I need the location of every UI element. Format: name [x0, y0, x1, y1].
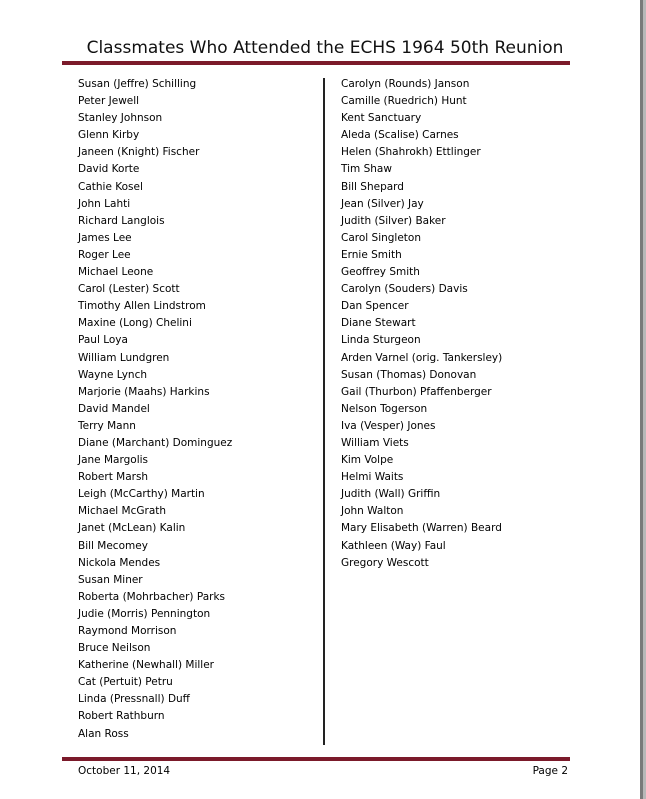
classmate-name: Janeen (Knight) Fischer: [78, 146, 200, 159]
classmate-name: Roberta (Mohrbacher) Parks: [78, 590, 226, 603]
classmate-name: Timothy Allen Lindstrom: [78, 300, 206, 313]
classmate-name: Cat (Pertuit) Petru: [78, 676, 173, 689]
classmate-name: Katherine (Newhall) Miller: [78, 659, 214, 672]
classmate-name: Carolyn (Rounds) Janson: [341, 78, 470, 90]
classmate-name: Gail (Thurbon) Pfaffenberger: [341, 385, 492, 398]
classmate-name: Susan (Thomas) Donovan: [341, 368, 477, 381]
classmate-name: David Korte: [78, 163, 140, 176]
classmate-name: Marjorie (Maahs) Harkins: [78, 385, 210, 398]
classmate-name: Peter Jewell: [78, 95, 140, 108]
classmate-name: Arden Varnel (orig. Tankersley): [341, 351, 503, 364]
classmate-name: Diane Stewart: [341, 317, 416, 330]
footer-date: October 11, 2014: [78, 765, 171, 777]
classmate-name: Dan Spencer: [341, 300, 409, 313]
classmate-name: Michael McGrath: [78, 505, 167, 518]
classmate-name: John Walton: [341, 505, 404, 518]
classmate-name: Bill Mecomey: [78, 539, 148, 552]
classmate-name: Robert Rathburn: [78, 710, 165, 723]
classmate-name: Raymond Morrison: [78, 625, 177, 637]
classmate-name: Iva (Vesper) Jones: [341, 419, 436, 432]
classmate-name: Diane (Marchant) Dominguez: [78, 436, 233, 449]
classmate-name: Susan Miner: [78, 573, 143, 586]
classmate-name: Judith (Silver) Baker: [341, 214, 446, 227]
classmate-name: Susan (Jeffre) Schilling: [78, 78, 197, 90]
classmate-name: Kim Volpe: [341, 454, 394, 467]
classmate-name: Leigh (McCarthy) Martin: [78, 488, 205, 501]
classmate-name: Linda (Pressnall) Duff: [78, 693, 190, 706]
classmate-name: Stanley Johnson: [78, 112, 163, 125]
classmate-name: Jean (Silver) Jay: [341, 197, 424, 210]
classmate-name: Kathleen (Way) Faul: [341, 539, 446, 552]
classmate-name: David Mandel: [78, 402, 150, 415]
classmate-name: Alan Ross: [78, 727, 129, 740]
classmate-name: Bill Shepard: [341, 180, 404, 193]
classmate-name: Carolyn (Souders) Davis: [341, 283, 468, 296]
classmate-name: Janet (McLean) Kalin: [78, 522, 186, 535]
classmate-name: Glenn Kirby: [78, 129, 140, 142]
classmate-name: Helmi Waits: [341, 471, 404, 484]
classmate-name: Carol (Lester) Scott: [78, 283, 180, 296]
classmate-name: James Lee: [78, 231, 132, 244]
classmate-name: Paul Loya: [78, 334, 128, 347]
classmate-name: Geoffrey Smith: [341, 266, 420, 279]
classmate-name: Judie (Morris) Pennington: [78, 607, 211, 620]
classmate-name: Helen (Shahrokh) Ettlinger: [341, 146, 481, 159]
classmate-name: Aleda (Scalise) Carnes: [341, 129, 459, 142]
classmate-name: William Lundgren: [78, 351, 170, 364]
column-divider: [323, 78, 325, 745]
classmate-name: Nelson Togerson: [341, 402, 428, 415]
classmate-name: Jane Margolis: [78, 454, 149, 467]
page-title: Classmates Who Attended the ECHS 1964 50th Reunion: [86, 38, 564, 58]
names-column-right: [341, 76, 502, 572]
classmate-name: Ernie Smith: [341, 248, 402, 261]
classmate-name: Richard Langlois: [78, 214, 165, 227]
classmate-name: Wayne Lynch: [78, 368, 147, 381]
classmate-name: Terry Mann: [78, 419, 136, 432]
footer-rule: [62, 757, 570, 761]
names-column-left: [78, 76, 232, 743]
footer-page-number: Page 2: [532, 765, 568, 777]
classmate-name: Judith (Wall) Griffin: [341, 488, 441, 501]
classmate-name: Mary Elisabeth (Warren) Beard: [341, 522, 502, 535]
classmate-name: Bruce Neilson: [78, 642, 151, 655]
classmate-name: Gregory Wescott: [341, 556, 429, 569]
title-rule: [62, 61, 570, 65]
classmate-name: Tim Shaw: [341, 163, 392, 176]
classmate-name: Kent Sanctuary: [341, 112, 422, 125]
classmate-name: Linda Sturgeon: [341, 334, 421, 347]
classmate-name: Nickola Mendes: [78, 556, 161, 569]
classmate-name: Camille (Ruedrich) Hunt: [341, 95, 467, 108]
classmate-name: Roger Lee: [78, 248, 131, 261]
classmate-name: William Viets: [341, 436, 409, 449]
classmate-name: Robert Marsh: [78, 471, 149, 484]
classmate-name: Carol Singleton: [341, 231, 422, 244]
classmate-name: Maxine (Long) Chelini: [78, 317, 192, 330]
classmate-name: Cathie Kosel: [78, 180, 143, 193]
classmate-name: John Lahti: [78, 197, 131, 210]
classmate-name: Michael Leone: [78, 266, 154, 279]
